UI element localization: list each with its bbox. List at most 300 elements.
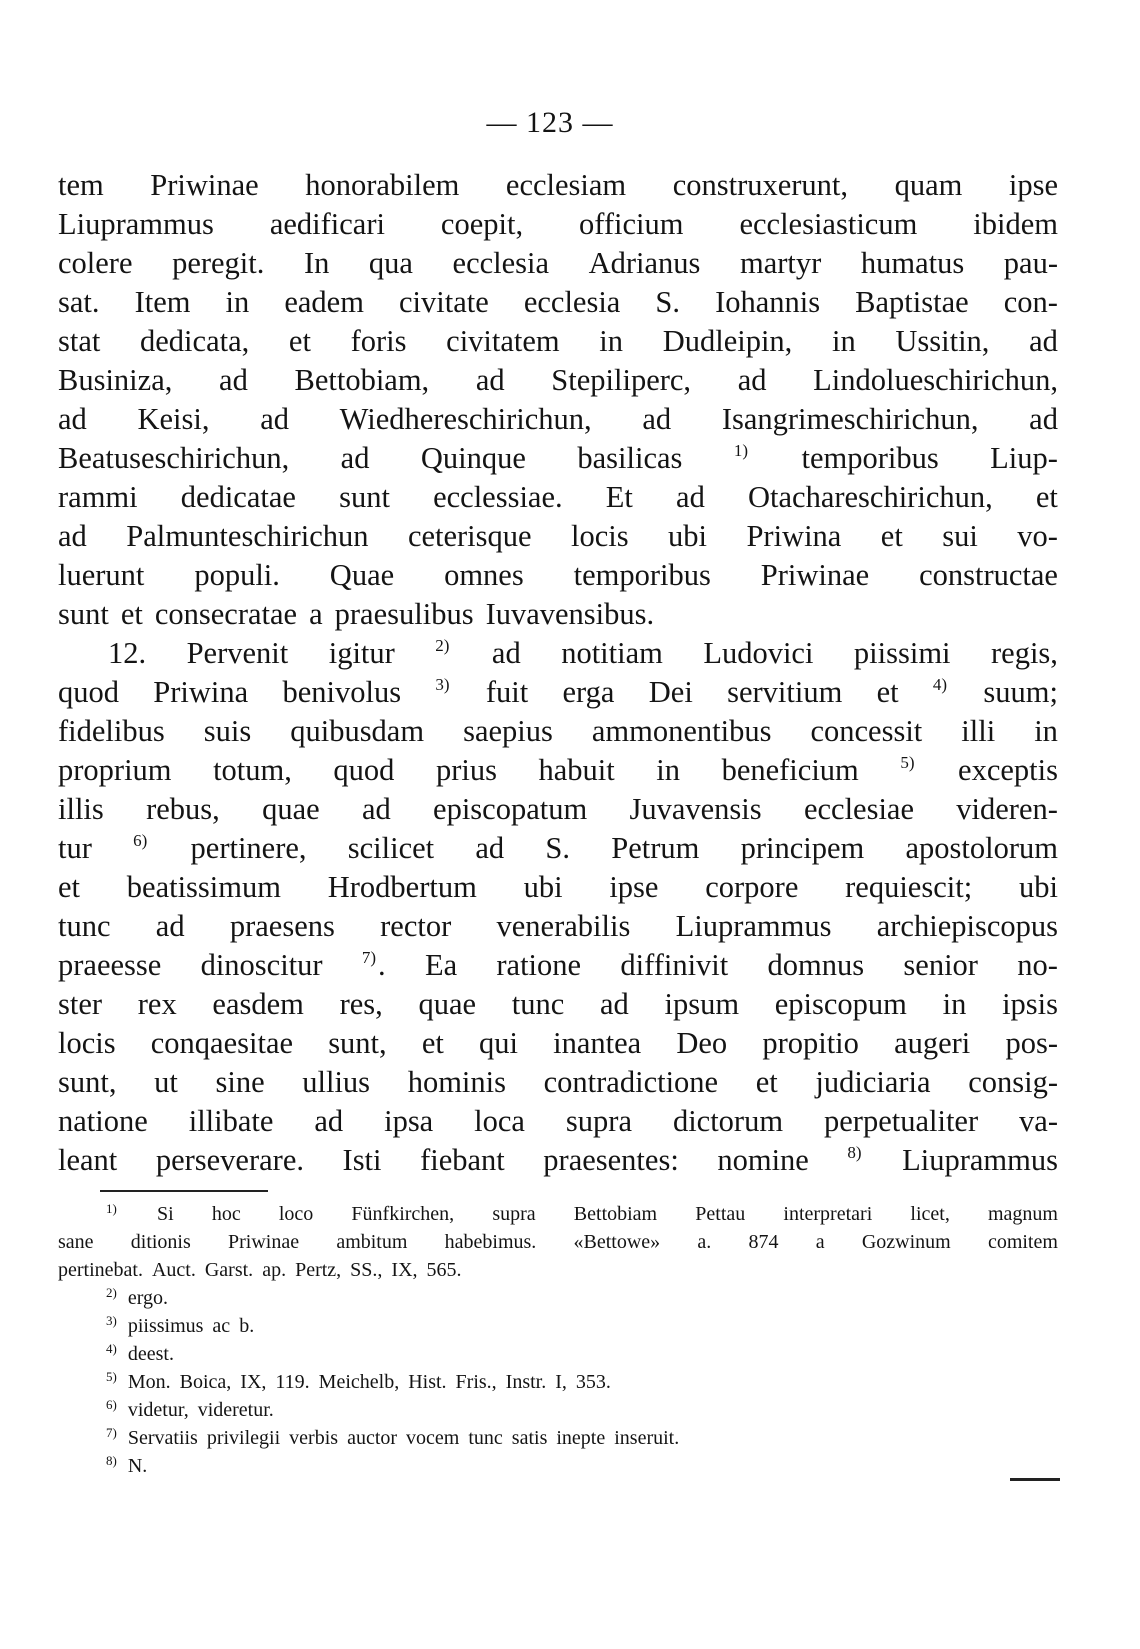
word: ad bbox=[1029, 402, 1058, 436]
word: ubi bbox=[668, 519, 708, 553]
word: ad bbox=[599, 987, 629, 1021]
word: pertinere, bbox=[190, 831, 307, 865]
word: erga bbox=[562, 675, 615, 709]
word: quam bbox=[894, 168, 963, 202]
footnote-line bbox=[58, 1396, 1058, 1424]
word: ceterisque bbox=[407, 519, 532, 553]
word: sunt, bbox=[328, 1026, 387, 1060]
word: piissimi bbox=[853, 636, 951, 670]
word: ullius bbox=[302, 1065, 371, 1099]
word: locis bbox=[571, 519, 629, 553]
footnote-ref bbox=[106, 1368, 119, 1396]
footnote-number: 2) bbox=[106, 1285, 117, 1300]
word: ergo. bbox=[127, 1287, 169, 1309]
word: ap. bbox=[262, 1259, 287, 1281]
word: videren- bbox=[956, 792, 1058, 826]
word: basilicas bbox=[577, 441, 683, 475]
text-line bbox=[58, 595, 1058, 634]
word: ditionis bbox=[130, 1231, 191, 1253]
word: vocem bbox=[406, 1427, 460, 1449]
word: licet, bbox=[910, 1203, 950, 1225]
word: sine bbox=[215, 1065, 265, 1099]
text-line bbox=[58, 439, 1058, 478]
word: ecclesia bbox=[452, 246, 550, 280]
word: pertinebat. bbox=[58, 1259, 143, 1281]
word: Priwinae bbox=[228, 1231, 300, 1253]
text-line bbox=[58, 283, 1058, 322]
word: ad bbox=[475, 831, 505, 865]
footnote-line bbox=[58, 1256, 1058, 1284]
word: ambitum bbox=[336, 1231, 408, 1253]
word: Fris., bbox=[455, 1371, 497, 1393]
word: episcopatum bbox=[433, 792, 588, 826]
word: a bbox=[815, 1231, 825, 1253]
word: I, bbox=[555, 1371, 567, 1393]
word: eadem bbox=[284, 285, 364, 319]
word: Beatuseschirichun, bbox=[58, 441, 290, 475]
word: 353. bbox=[575, 1371, 611, 1393]
word: inepte bbox=[556, 1427, 606, 1449]
word: Dudleipin, bbox=[662, 324, 793, 358]
word: Deo bbox=[676, 1026, 728, 1060]
word: et bbox=[880, 519, 903, 553]
word: praesens bbox=[229, 909, 335, 943]
word: Pertz, bbox=[295, 1259, 342, 1281]
word: quae bbox=[262, 792, 320, 826]
word: apostolorum bbox=[905, 831, 1058, 865]
word: suum; bbox=[983, 675, 1058, 709]
word: sane bbox=[58, 1231, 94, 1253]
word: ecclesia bbox=[523, 285, 621, 319]
word: In bbox=[303, 246, 330, 280]
footnote-ref bbox=[847, 1141, 863, 1180]
word: totum, bbox=[213, 753, 292, 787]
footnote-marker: 3) bbox=[435, 675, 450, 694]
word: magnum bbox=[987, 1203, 1058, 1225]
word: ipsa bbox=[384, 1104, 434, 1138]
word: sunt bbox=[58, 597, 109, 631]
word: inseruit. bbox=[614, 1427, 680, 1449]
word: Liuprammus bbox=[902, 1143, 1058, 1177]
footnote-ref bbox=[133, 829, 149, 868]
word: deest. bbox=[127, 1343, 174, 1365]
word: quae bbox=[418, 987, 477, 1021]
main-text bbox=[58, 166, 1058, 1180]
word: perseverare. bbox=[155, 1143, 304, 1177]
word: ac bbox=[212, 1315, 231, 1337]
word: exceptis bbox=[958, 753, 1058, 787]
word: 874 bbox=[748, 1231, 779, 1253]
word: scilicet bbox=[347, 831, 435, 865]
text-line bbox=[58, 1141, 1058, 1180]
word: Ea bbox=[424, 948, 458, 982]
word: consig- bbox=[968, 1065, 1058, 1099]
word: b. bbox=[239, 1315, 255, 1337]
word: 565. bbox=[426, 1259, 462, 1281]
footnote-number: 5) bbox=[106, 1369, 117, 1384]
page-number: — 123 — bbox=[486, 106, 614, 139]
word: rector bbox=[380, 909, 452, 943]
word: venerabilis bbox=[496, 909, 631, 943]
word: et bbox=[288, 324, 311, 358]
word: stat bbox=[58, 324, 101, 358]
footnote-marker: 5) bbox=[900, 753, 915, 772]
word: videretur. bbox=[197, 1399, 274, 1421]
word: ecclesiasticum bbox=[739, 207, 918, 241]
word: Liuprammus bbox=[58, 207, 214, 241]
word: Stepiliperc, bbox=[551, 363, 692, 397]
word: habuit bbox=[538, 753, 615, 787]
word: honorabilem bbox=[305, 168, 460, 202]
word: concessit bbox=[810, 714, 923, 748]
footnote-ref bbox=[435, 673, 451, 712]
word: sunt bbox=[339, 480, 390, 514]
word: vo- bbox=[1017, 519, 1058, 553]
word: proprium bbox=[58, 753, 172, 787]
word: foris bbox=[350, 324, 407, 358]
word: sat. bbox=[58, 285, 100, 319]
word: et bbox=[1035, 480, 1058, 514]
word: Lindolueschirichun, bbox=[813, 363, 1058, 397]
word: ad bbox=[1029, 324, 1058, 358]
word: Garst. bbox=[204, 1259, 254, 1281]
word: inantea bbox=[553, 1026, 642, 1060]
word: Priwinae bbox=[150, 168, 259, 202]
footnote-ref bbox=[106, 1452, 119, 1480]
footnote-number: 4) bbox=[106, 1341, 117, 1356]
word: Liup- bbox=[990, 441, 1058, 475]
word: ecclesiam bbox=[505, 168, 627, 202]
word: igitur bbox=[328, 636, 395, 670]
text-line bbox=[58, 517, 1058, 556]
word: contradictione bbox=[543, 1065, 719, 1099]
word: construxerunt, bbox=[672, 168, 849, 202]
text-line bbox=[58, 322, 1058, 361]
word: beatissimum bbox=[126, 870, 281, 904]
word: ad bbox=[475, 363, 505, 397]
word: Businiza, bbox=[58, 363, 173, 397]
word: ad bbox=[314, 1104, 344, 1138]
text-line bbox=[58, 907, 1058, 946]
word: easdem bbox=[212, 987, 304, 1021]
word: ubi bbox=[1018, 870, 1058, 904]
footnote-ref bbox=[106, 1284, 119, 1312]
word: episcopum bbox=[774, 987, 907, 1021]
word: qua bbox=[368, 246, 413, 280]
word: Pervenit bbox=[186, 636, 289, 670]
word: et bbox=[421, 1026, 444, 1060]
word: pos- bbox=[1005, 1026, 1058, 1060]
word: interpretari bbox=[783, 1203, 873, 1225]
word: ad bbox=[642, 402, 672, 436]
word: illi bbox=[961, 714, 996, 748]
word: locis bbox=[58, 1026, 116, 1060]
word: piissimus bbox=[127, 1315, 204, 1337]
word: nomine bbox=[717, 1143, 809, 1177]
word: Si bbox=[156, 1203, 174, 1225]
word: Iuvavensibus. bbox=[485, 597, 655, 631]
word: et bbox=[120, 597, 143, 631]
word: dictorum bbox=[672, 1104, 784, 1138]
word: servitium bbox=[727, 675, 843, 709]
word: et bbox=[58, 870, 81, 904]
word: ecclesiae bbox=[803, 792, 914, 826]
word: 12. bbox=[108, 636, 147, 670]
word: quibusdam bbox=[290, 714, 425, 748]
word: ad bbox=[58, 402, 87, 436]
word: hoc bbox=[211, 1203, 241, 1225]
text-line bbox=[58, 1024, 1058, 1063]
word: ibidem bbox=[973, 207, 1058, 241]
word: Quinque bbox=[420, 441, 526, 475]
word: ipse bbox=[1008, 168, 1058, 202]
word: ratione bbox=[496, 948, 582, 982]
word: ad bbox=[737, 363, 767, 397]
word: temporibus bbox=[801, 441, 939, 475]
word: Petrum bbox=[611, 831, 700, 865]
word: Ussitin, bbox=[895, 324, 990, 358]
word: Hist. bbox=[408, 1371, 447, 1393]
word: habebimus. bbox=[444, 1231, 537, 1253]
word: privilegii bbox=[206, 1427, 281, 1449]
word: rex bbox=[137, 987, 177, 1021]
word: auctor bbox=[347, 1427, 398, 1449]
word: corpore bbox=[705, 870, 799, 904]
footnote-ref bbox=[900, 751, 916, 790]
word: sunt, bbox=[58, 1065, 117, 1099]
footnote-ref bbox=[106, 1424, 119, 1452]
word: ad bbox=[361, 792, 391, 826]
text-line bbox=[58, 634, 1058, 673]
word: Item bbox=[134, 285, 191, 319]
footnote-number: 7) bbox=[106, 1425, 117, 1440]
text-line bbox=[58, 829, 1058, 868]
word: rebus, bbox=[146, 792, 220, 826]
footnote-marker: 2) bbox=[435, 636, 450, 655]
text-line bbox=[58, 556, 1058, 595]
text-line bbox=[58, 166, 1058, 205]
word: N. bbox=[127, 1455, 148, 1477]
word: propitio bbox=[762, 1026, 859, 1060]
word: va- bbox=[1019, 1104, 1058, 1138]
word: illibate bbox=[188, 1104, 274, 1138]
word: praeesse bbox=[58, 948, 162, 982]
footnote-marker: 6) bbox=[133, 831, 148, 850]
text-line bbox=[58, 205, 1058, 244]
footnotes bbox=[58, 1200, 1058, 1480]
footnote-ref: $^{7)}$. bbox=[361, 948, 386, 982]
footnote-number: 6) bbox=[106, 1397, 117, 1412]
word: comitem bbox=[987, 1231, 1058, 1253]
word: in bbox=[942, 987, 967, 1021]
word: ut bbox=[154, 1065, 178, 1099]
word: humatus bbox=[860, 246, 965, 280]
word: praesentes: bbox=[543, 1143, 679, 1177]
text-line bbox=[58, 712, 1058, 751]
word: in bbox=[1034, 714, 1058, 748]
word: fiebant bbox=[420, 1143, 505, 1177]
word: regis, bbox=[991, 636, 1058, 670]
word: Liuprammus bbox=[675, 909, 832, 943]
word: civitate bbox=[399, 285, 489, 319]
word: tunc bbox=[58, 909, 111, 943]
text-line bbox=[58, 985, 1058, 1024]
footnote-line bbox=[58, 1368, 1058, 1396]
word: con- bbox=[1003, 285, 1058, 319]
word: a. bbox=[697, 1231, 712, 1253]
word: Priwina bbox=[153, 675, 249, 709]
word: natione bbox=[58, 1104, 148, 1138]
word: ad bbox=[340, 441, 370, 475]
word: in bbox=[225, 285, 250, 319]
word: civitatem bbox=[446, 324, 560, 358]
word: ad bbox=[58, 519, 87, 553]
word: Boica, bbox=[179, 1371, 232, 1393]
footnote-ref bbox=[933, 673, 949, 712]
text-line bbox=[58, 478, 1058, 517]
word: Juvavensis bbox=[629, 792, 762, 826]
text-line bbox=[58, 868, 1058, 907]
word: prius bbox=[435, 753, 497, 787]
word: Iohannis bbox=[715, 285, 821, 319]
word: Priwinae bbox=[760, 558, 870, 592]
word: Baptistae bbox=[855, 285, 969, 319]
word: Meichelb, bbox=[318, 1371, 400, 1393]
word: ipsis bbox=[1002, 987, 1058, 1021]
word: Fünfkirchen, bbox=[351, 1203, 455, 1225]
footnote-ref bbox=[435, 634, 451, 673]
word: Otachareschirichun, bbox=[748, 480, 993, 514]
word: satis bbox=[511, 1427, 548, 1449]
word: conqaesitae bbox=[150, 1026, 294, 1060]
word: aedificari bbox=[269, 207, 385, 241]
footnote-line bbox=[58, 1424, 1058, 1452]
word: perpetualiter bbox=[824, 1104, 979, 1138]
word: IX, bbox=[391, 1259, 418, 1281]
word: ad bbox=[491, 636, 521, 670]
word: officium bbox=[579, 207, 684, 241]
word: Isangrimeschirichun, bbox=[721, 402, 979, 436]
word: tem bbox=[58, 168, 104, 202]
word: Wiedhereschirichun, bbox=[339, 402, 592, 436]
word: Quae bbox=[329, 558, 395, 592]
word: 119. bbox=[275, 1371, 310, 1393]
word: fuit bbox=[485, 675, 529, 709]
word: praesulibus bbox=[334, 597, 474, 631]
footnote-line bbox=[58, 1452, 1058, 1480]
word: saepius bbox=[463, 714, 553, 748]
word: in bbox=[831, 324, 856, 358]
word: ubi bbox=[523, 870, 563, 904]
word: in bbox=[599, 324, 624, 358]
word: videtur, bbox=[127, 1399, 189, 1421]
word: notitiam bbox=[561, 636, 663, 670]
word: supra bbox=[565, 1104, 632, 1138]
word: Adrianus bbox=[588, 246, 701, 280]
word: domnus bbox=[767, 948, 865, 982]
word: omnes bbox=[444, 558, 524, 592]
word: ad bbox=[219, 363, 248, 397]
word: ster bbox=[58, 987, 103, 1021]
word: fidelibus bbox=[58, 714, 165, 748]
footnote-divider bbox=[100, 1190, 268, 1192]
word: qui bbox=[478, 1026, 518, 1060]
footnote-ref bbox=[106, 1312, 119, 1340]
word: quod bbox=[333, 753, 395, 787]
text-line bbox=[58, 751, 1058, 790]
word: supra bbox=[492, 1203, 536, 1225]
word: Bettobiam bbox=[573, 1203, 658, 1225]
word: archiepiscopus bbox=[876, 909, 1058, 943]
word: luerunt bbox=[58, 558, 145, 592]
word: no- bbox=[1017, 948, 1058, 982]
footnote-ref bbox=[106, 1200, 119, 1228]
footnote-line bbox=[58, 1228, 1058, 1256]
word: suis bbox=[203, 714, 252, 748]
footnote-number: 8) bbox=[106, 1453, 117, 1468]
word: pau- bbox=[1003, 246, 1058, 280]
word: Palmunteschirichun bbox=[126, 519, 369, 553]
word: ammonentibus bbox=[591, 714, 772, 748]
word: Gozwinum bbox=[861, 1231, 951, 1253]
word: Hrodbertum bbox=[327, 870, 477, 904]
word: temporibus bbox=[573, 558, 711, 592]
word: Et bbox=[605, 480, 633, 514]
word: SS., bbox=[350, 1259, 383, 1281]
word: senior bbox=[903, 948, 978, 982]
word: illis bbox=[58, 792, 104, 826]
word: a bbox=[309, 597, 323, 631]
word: ecclessiae. bbox=[433, 480, 563, 514]
word: dedicatae bbox=[180, 480, 296, 514]
word: in bbox=[656, 753, 681, 787]
footnote-marker: 4) bbox=[932, 675, 948, 694]
text-line bbox=[58, 361, 1058, 400]
word: Dei bbox=[648, 675, 693, 709]
word: consecratae bbox=[154, 597, 298, 631]
word: Bettobiam, bbox=[294, 363, 430, 397]
word: ipsum bbox=[664, 987, 740, 1021]
word: sui bbox=[942, 519, 978, 553]
word: diffinivit bbox=[620, 948, 729, 982]
footnote-ref bbox=[734, 439, 750, 478]
word: ad bbox=[676, 480, 705, 514]
word: Servatiis bbox=[127, 1427, 198, 1449]
word: S. bbox=[545, 831, 571, 865]
word: loca bbox=[474, 1104, 525, 1138]
word: judiciaria bbox=[815, 1065, 931, 1099]
word: peregit. bbox=[172, 246, 265, 280]
word: ad bbox=[260, 402, 289, 436]
word: ipse bbox=[609, 870, 659, 904]
word: «Bettowe» bbox=[573, 1231, 661, 1253]
footnote-marker: 1) bbox=[733, 441, 749, 460]
word: benivolus bbox=[282, 675, 402, 709]
word: beneficium bbox=[721, 753, 859, 787]
word: IX, bbox=[240, 1371, 267, 1393]
footnote-marker: 7) bbox=[361, 948, 377, 967]
text-line bbox=[58, 673, 1058, 712]
word: tunc bbox=[468, 1427, 503, 1449]
footnote-line bbox=[58, 1200, 1058, 1228]
word: verbis bbox=[289, 1427, 339, 1449]
text-line bbox=[58, 790, 1058, 829]
word: leant bbox=[58, 1143, 118, 1177]
footnote-line bbox=[58, 1312, 1058, 1340]
word: Instr. bbox=[505, 1371, 547, 1393]
word: coepit, bbox=[440, 207, 524, 241]
word: Mon. bbox=[127, 1371, 171, 1393]
